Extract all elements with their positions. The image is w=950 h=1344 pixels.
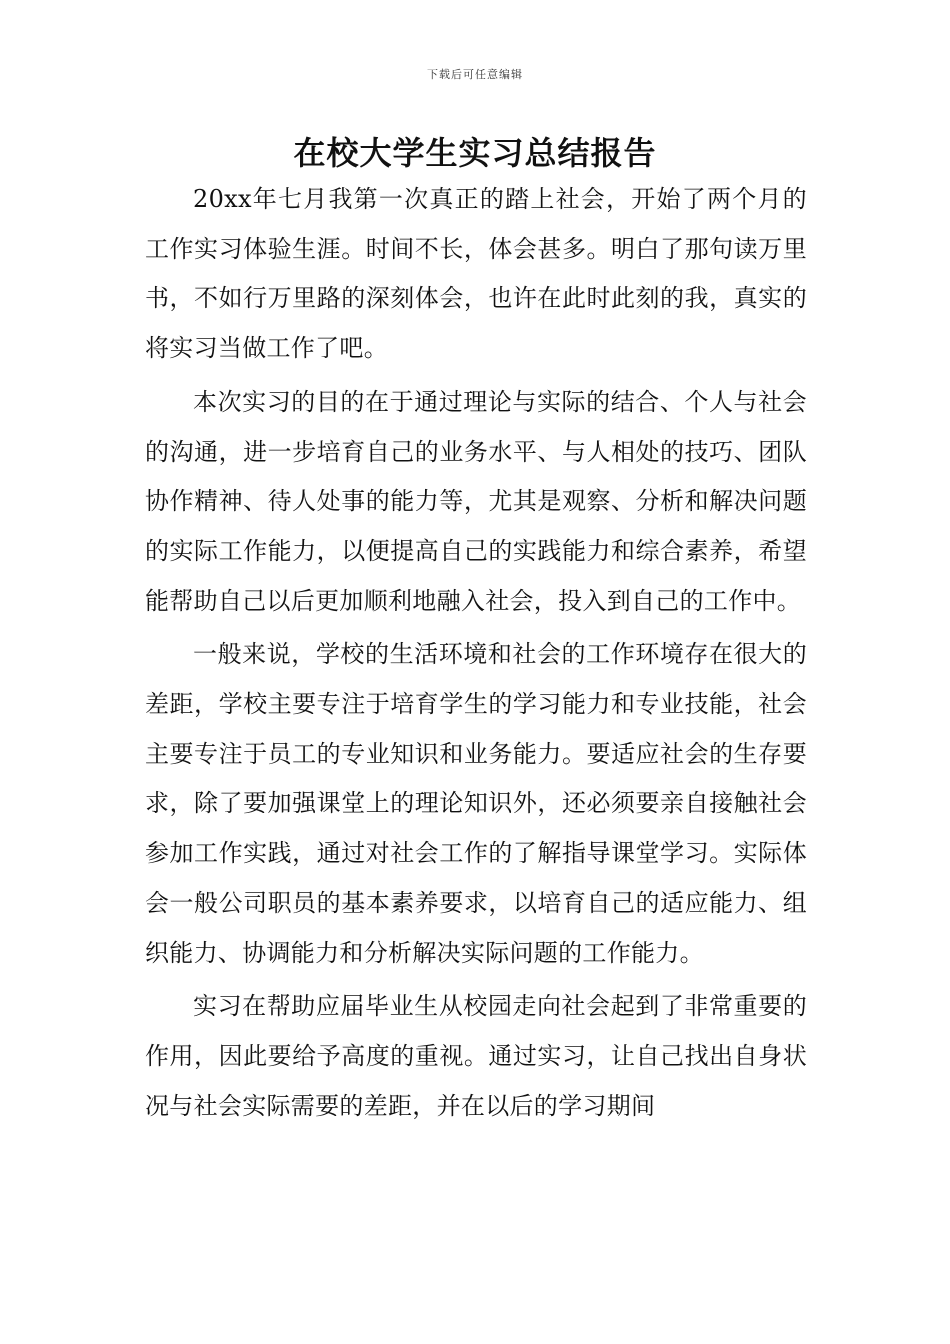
- paragraph-4: 实习在帮助应届毕业生从校园走向社会起到了非常重要的作用，因此要给予高度的重视。通过实习，让自己找出自身状况与社会实际需要的差距，并在以后的学习期间: [145, 992, 807, 1120]
- document-body: [145, 175, 807, 1135]
- header-note: 下载后可任意编辑: [427, 68, 523, 81]
- paragraph-1: 20xx年七月我第一次真正的踏上社会，开始了两个月的工作实习体验生涯。时间不长，体会甚多。明白了那句读万里书，不如行万里路的深刻体会，也许在此时此刻的我，真实的将实习当做工作了吧。: [145, 185, 807, 363]
- document-title: 在校大学生实习总结报告: [293, 134, 657, 172]
- paragraph-2: 本次实习的目的在于通过理论与实际的结合、个人与社会的沟通，进一步培育自己的业务水平、与人相处的技巧、团队协作精神、待人处事的能力等，尤其是观察、分析和解决问题的实际工作能力，以便提高自己的实践能力和综合素养，希望能帮助自己以后更加顺利地融入社会，投入到自己的工作中。: [145, 387, 807, 615]
- paragraph-3: 一般来说，学校的生活环境和社会的工作环境存在很大的差距，学校主要专注于培育学生的学习能力和专业技能，社会主要专注于员工的专业知识和业务能力。要适应社会的生存要求，除了要加强课堂上的理论知识外，还必须要亲自接触社会参加工作实践，通过对社会工作的了解指导课堂学习。实际体会一般公司职员的基本素养要求，以培育自己的适应能力、组织能力、协调能力和分析解决实际问题的工作能力。: [145, 640, 807, 967]
